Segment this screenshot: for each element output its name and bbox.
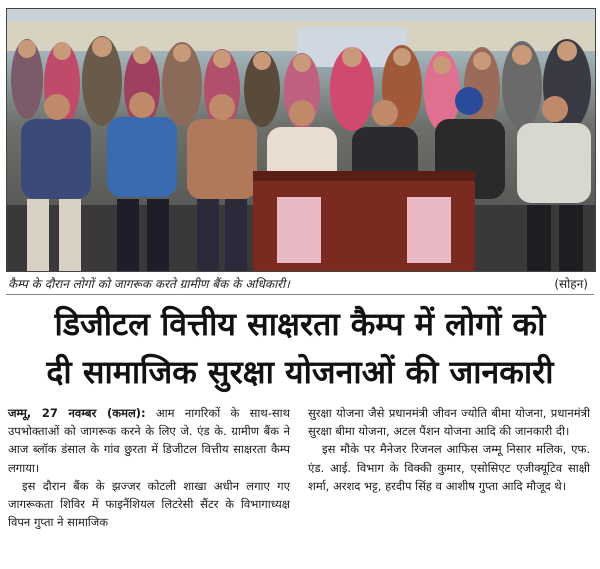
article-column-1 [8,404,290,531]
article-column-2 [308,404,590,495]
headline-line-2: दी सामाजिक सुरक्षा योजनाओं की जानकारी [46,353,554,391]
photo-caption: कैम्प के दौरान लोगों को जागरूक करते ग्रामीण बैंक के अधिकारी। [8,277,290,291]
news-photo [6,8,596,272]
photo-credit: (सोहन) [554,277,588,291]
article-paragraph [8,404,290,477]
photo-caption-row [8,273,592,293]
divider [6,294,594,295]
article-paragraph: इस दौरान बैंक के झज्जर कोटली शाखा अधीन लगाए गए जागरूकता शिविर में फाइनैंशियल लिटरेसी सैंटर के विभागाध्यक्ष विपन गुप्ता ने सामाजिक [8,478,290,530]
dateline: जम्मू, 27 नवम्बर (कमल): [8,406,146,420]
group-photo-illustration [7,9,595,271]
article-body [8,404,592,564]
article-paragraph: सुरक्षा योजना जैसे प्रधानमंत्री जीवन ज्योति बीमा योजना, प्रधानमंत्री सुरक्षा बीमा योजना, अटल पैंशन योजना आदि की जानकारी दी। [308,406,590,439]
article-paragraph: इस मौके पर मैनेजर रिजनल आफिस जम्मू निसार मलिक, एफ. एंड. आई. विभाग के विक्की कुमार, एसोसिएट एजीक्यूटिव साक्षी शर्मा, अरशद भट्ट, हरदीप सिंह व आशीष गुप्ता आदि मौजूद थे। [308,442,590,493]
headline-line-1: डिजीटल वित्तीय साक्षरता कैम्प में लोगों को [54,305,546,343]
paragraph-text: आम नागरिकों के साथ-साथ उपभोक्ताओं को जागरूक करने के लिए जे. एंड के. ग्रामीण बैंक ने आज ब्लॉक डंसाल के गांव छुरता में डिजीटल वित्तीय साक्षरता कैम्प लगाया। [8,406,290,475]
